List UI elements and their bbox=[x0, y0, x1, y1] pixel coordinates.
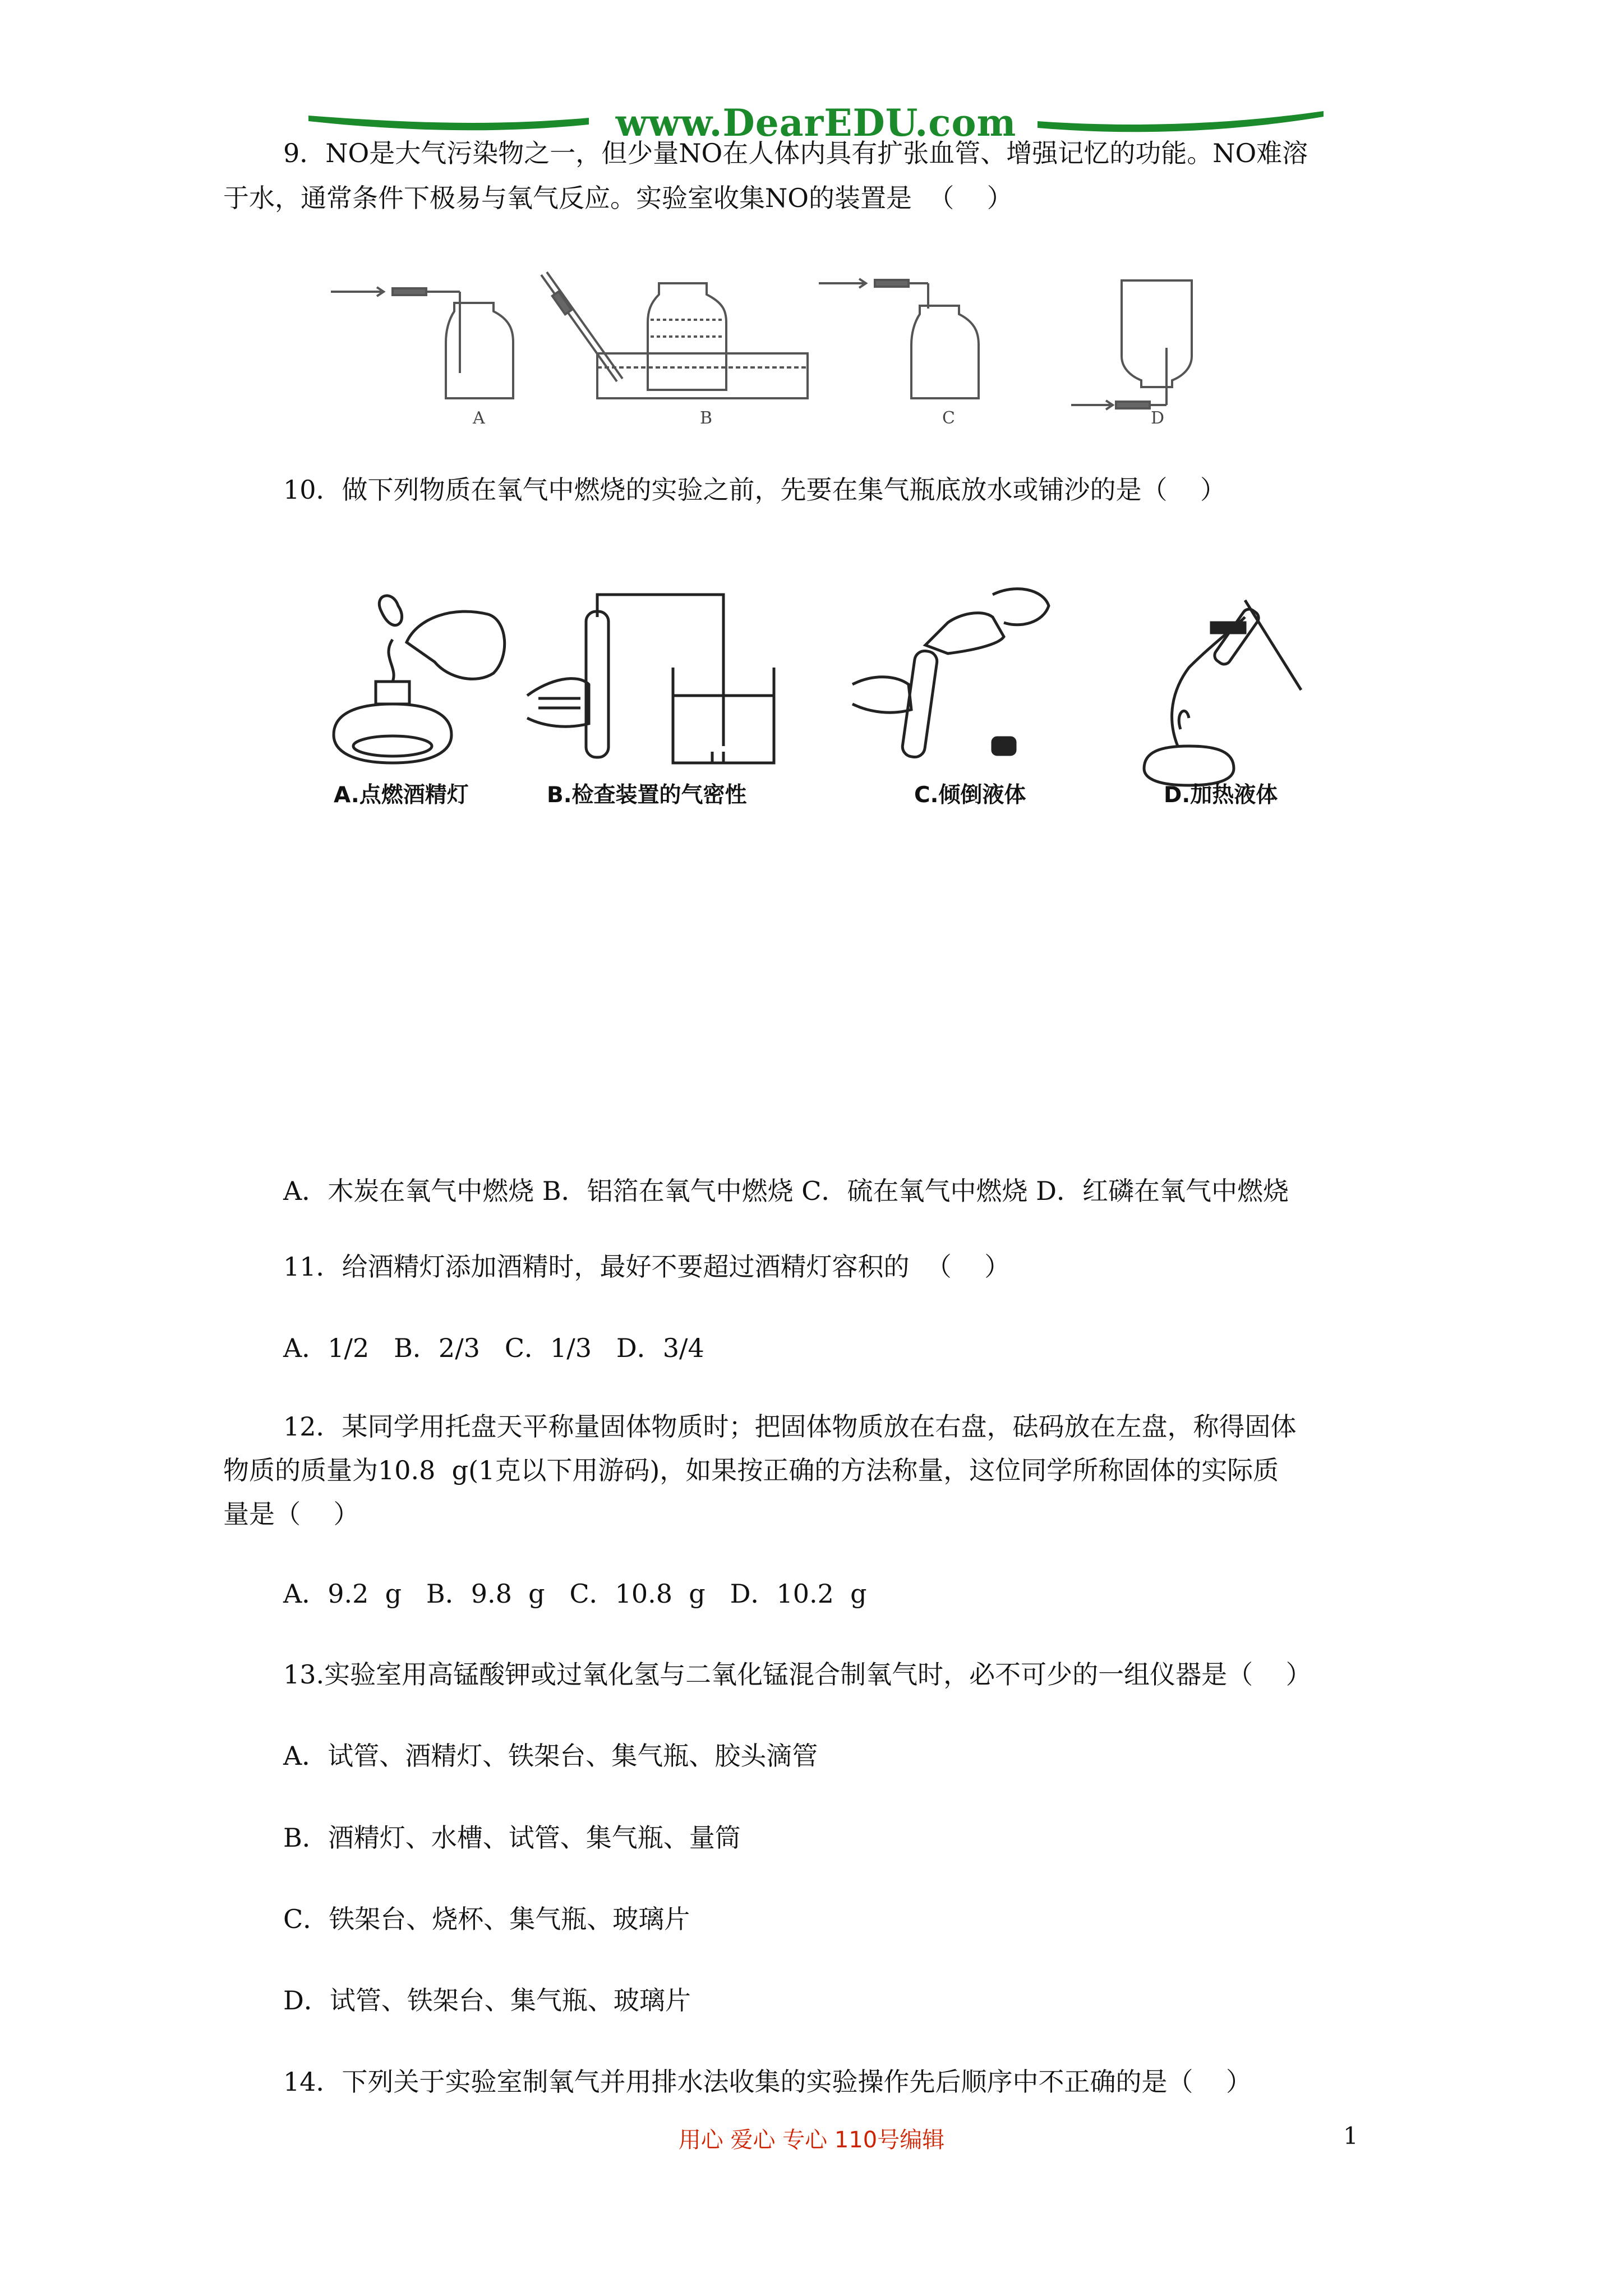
question-10-options: A．木炭在氧气中燃烧 B．铝箔在氧气中燃烧 C．硫在氧气中燃烧 D．红磷在氧气中燃烧 bbox=[283, 1176, 1289, 1206]
caption-c: C.倾倒液体 bbox=[914, 783, 1026, 808]
question-12-line-2: 物质的质量为10.8 g(1克以下用游码)，如果按正确的方法称量，这位同学所称固体的实际质 bbox=[223, 1455, 1279, 1485]
footer-text: 用心 爱心 专心 110号编辑 bbox=[678, 2127, 945, 2153]
question-9-line-1: 9．NO是大气污染物之一，但少量NO在人体内具有扩张血管、增强记忆的功能。NO难溶 bbox=[283, 138, 1308, 168]
question-13-option-c: C．铁架台、烧杯、集气瓶、玻璃片 bbox=[283, 1904, 690, 1934]
illustration-d bbox=[1144, 600, 1301, 785]
apparatus-b bbox=[541, 272, 808, 398]
apparatus-c bbox=[819, 279, 979, 398]
label-d: D bbox=[1151, 408, 1165, 428]
question-12-line-3: 量是（ ） bbox=[223, 1499, 359, 1529]
question-13-stem: 13.实验室用高锰酸钾或过氧化氢与二氧化锰混合制氧气时，必不可少的一组仪器是（ ） bbox=[283, 1659, 1312, 1690]
lab-operations-figure bbox=[314, 583, 1335, 813]
label-b: B bbox=[700, 408, 713, 428]
label-a: A bbox=[473, 408, 485, 428]
question-12-options: A．9.2 g B．9.8 g C．10.8 g D．10.2 g bbox=[283, 1579, 867, 1609]
question-10-stem: 10．做下列物质在氧气中燃烧的实验之前，先要在集气瓶底放水或铺沙的是（ ） bbox=[283, 475, 1227, 505]
question-9-line-2: 于水，通常条件下极易与氧气反应。实验室收集NO的装置是 （ ） bbox=[223, 183, 1013, 213]
question-13-option-d: D．试管、铁架台、集气瓶、玻璃片 bbox=[283, 1985, 691, 2016]
question-11-options: A．1/2 B．2/3 C．1/3 D．3/4 bbox=[283, 1333, 704, 1363]
question-12-line-1: 12．某同学用托盘天平称量固体物质时；把固体物质放在右盘，砝码放在左盘，称得固体 bbox=[283, 1411, 1297, 1442]
caption-b: B.检查装置的气密性 bbox=[547, 783, 747, 808]
caption-a: A.点燃酒精灯 bbox=[334, 783, 469, 808]
caption-d: D.加热液体 bbox=[1164, 783, 1278, 808]
question-13-option-b: B．酒精灯、水槽、试管、集气瓶、量筒 bbox=[283, 1823, 741, 1853]
question-11-stem: 11．给酒精灯添加酒精时，最好不要超过酒精灯容积的 （ ） bbox=[283, 1251, 1011, 1282]
illustration-b bbox=[527, 595, 774, 763]
illustration-c bbox=[852, 589, 1049, 758]
site-logo: www.DearEDU.com bbox=[615, 101, 1017, 145]
label-c: C bbox=[942, 408, 955, 428]
page-number: 1 bbox=[1343, 2122, 1358, 2150]
question-14-stem: 14．下列关于实验室制氧气并用排水法收集的实验操作先后顺序中不正确的是（ ） bbox=[283, 2067, 1252, 2097]
illustration-a bbox=[334, 596, 505, 763]
gas-collection-figure bbox=[325, 258, 1245, 432]
question-13-option-a: A．试管、酒精灯、铁架台、集气瓶、胶头滴管 bbox=[283, 1741, 818, 1771]
apparatus-a bbox=[331, 287, 513, 398]
apparatus-d bbox=[1071, 280, 1192, 409]
